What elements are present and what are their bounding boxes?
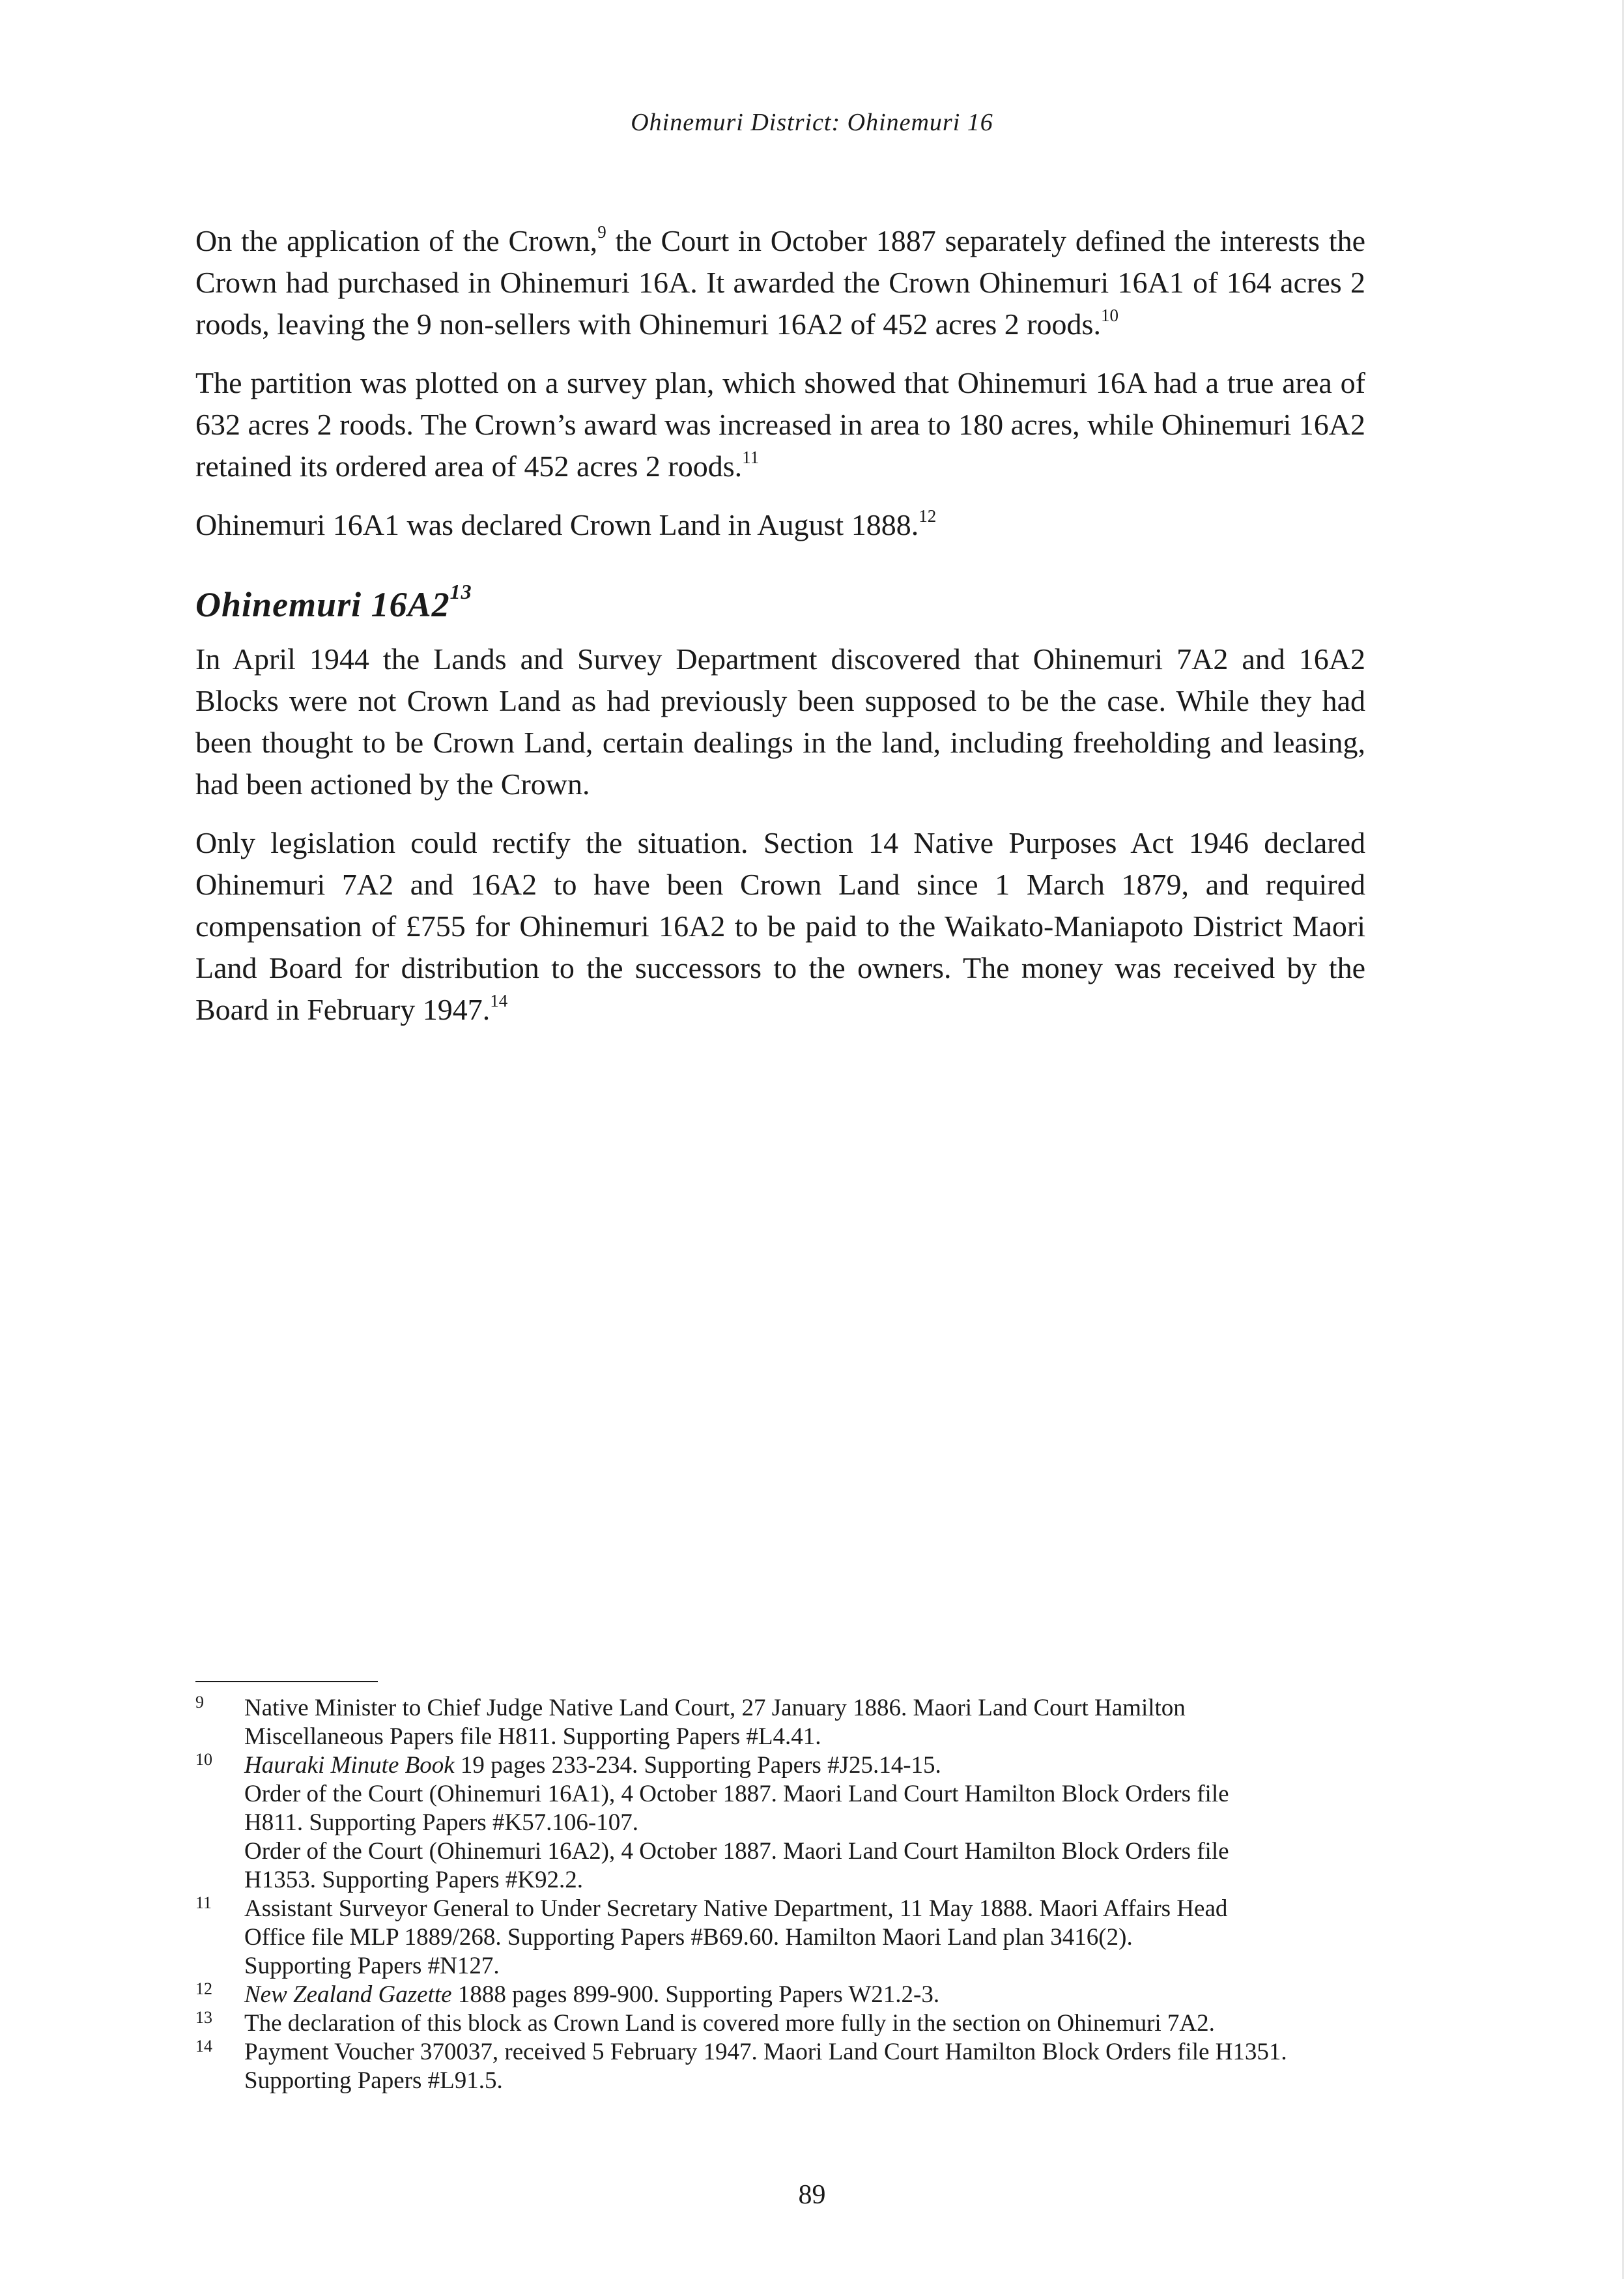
footnotes [195,1694,1368,2095]
section-heading [195,580,1365,625]
footnote-number: 12 [195,1979,212,1998]
footnote-line: Order of the Court (Ohinemuri 16A2), 4 October 1887. Maori Land Court Hamilton Block Orders file [244,1838,1229,1865]
footnote-number: 10 [195,1750,212,1769]
footnote-line: Order of the Court (Ohinemuri 16A1), 4 October 1887. Maori Land Court Hamilton Block Orders file [244,1781,1229,1807]
publication-title: Hauraki Minute Book [244,1752,455,1779]
footnote-ref[interactable]: 9 [597,222,606,242]
footnote-line: Native Minister to Chief Judge Native Land Court, 27 January 1886. Maori Land Court Hamilton [244,1695,1186,1721]
footnote-text: 19 pages 233-234. Supporting Papers #J25.14-15. [454,1752,941,1779]
page-number: 89 [798,2180,826,2210]
footnote-ref[interactable]: 13 [449,580,472,603]
footnote-number: 13 [195,2008,212,2027]
footnote-text: 1888 pages 899-900. Supporting Papers W21.2-3. [451,1981,940,2008]
footnote-line: Miscellaneous Papers file H811. Supporting Papers #L4.41. [244,1723,821,1750]
running-head: Ohinemuri District: Ohinemuri 16 [631,109,993,136]
footnote-number: 11 [195,1893,212,1912]
footnote-ref[interactable]: 14 [490,990,508,1010]
paragraph-text: On the application of the Crown, [195,224,598,257]
footnote-divider [195,1681,378,1682]
paragraph-1 [195,220,1365,345]
paragraph-text: Ohinemuri 16A1 was declared Crown Land in August 1888. [195,508,919,541]
footnote-13 [195,2009,1368,2038]
footnote-9 [195,1694,1368,1751]
footnote-line: Payment Voucher 370037, received 5 February 1947. Maori Land Court Hamilton Block Orders file H1351. [244,2039,1287,2065]
footnote-line: Assistant Surveyor General to Under Secretary Native Department, 11 May 1888. Maori Affairs Head [244,1895,1228,1922]
footnote-ref[interactable]: 11 [742,447,760,467]
footnote-line [244,1751,1368,1780]
footnote-line: H811. Supporting Papers #K57.106-107. [244,1809,638,1836]
paragraph-text: Only legislation could rectify the situation. Section 14 Native Purposes Act 1946 declared Ohinemuri 7A2 and 16A2 to have been Crown Land since 1 March 1879, and required compensation of £755 for Ohinemuri 16A2 to be paid to the Waikato-Maniapoto District Maori Land Board for distribution to the successors to the owners. The money was received by the Board in February 1947. [195,826,1365,1026]
publication-title: New Zealand Gazette [244,1981,452,2008]
paragraph-3 [195,504,1365,546]
paragraph-5 [195,822,1365,1031]
footnote-number: 14 [195,2037,212,2056]
footnote-line: H1353. Supporting Papers #K92.2. [244,1867,584,1893]
footnote-line: The declaration of this block as Crown Land is covered more fully in the section on Ohinemuri 7A2. [244,2010,1215,2037]
footnote-14 [195,2038,1368,2095]
paragraph-text: In April 1944 the Lands and Survey Department discovered that Ohinemuri 7A2 and 16A2 Blocks were not Crown Land as had previously been supposed to be the case. While they had been thought to be Crown Land, certain dealings in the land, including freeholding and leasing, had been actioned by the Crown. [195,642,1365,801]
section-heading-text: Ohinemuri 16A2 [195,585,450,624]
paragraph-4 [195,638,1365,805]
footnote-line: Supporting Papers #L91.5. [244,2067,503,2094]
footnote-11 [195,1895,1368,1981]
footnote-12 [195,1981,1368,2009]
footnote-ref[interactable]: 10 [1100,305,1118,325]
footnote-number: 9 [195,1693,204,1712]
footnote-ref[interactable]: 12 [919,506,937,526]
footnote-line [244,1981,1368,2009]
footnote-line: Office file MLP 1889/268. Supporting Papers #B69.60. Hamilton Maori Land plan 3416(2). [244,1924,1133,1951]
body-text [195,220,1365,1048]
paragraph-2 [195,362,1365,487]
paragraph-text: the Court in October 1887 separately defined the interests the Crown had purchased in Ohinemuri 16A. It awarded the Crown Ohinemuri 16A1 of 164 acres 2 roods, leaving the 9 non-sellers with Ohinemuri 16A2 of 452 acres 2 roods. [195,224,1365,341]
footnote-line: Supporting Papers #N127. [244,1953,500,1979]
paragraph-text: The partition was plotted on a survey plan, which showed that Ohinemuri 16A had a true area of 632 acres 2 roods. The Crown’s award was increased in area to 180 acres, while Ohinemuri 16A2 retained its ordered area of 452 acres 2 roods. [195,366,1365,483]
footnote-10 [195,1751,1368,1895]
